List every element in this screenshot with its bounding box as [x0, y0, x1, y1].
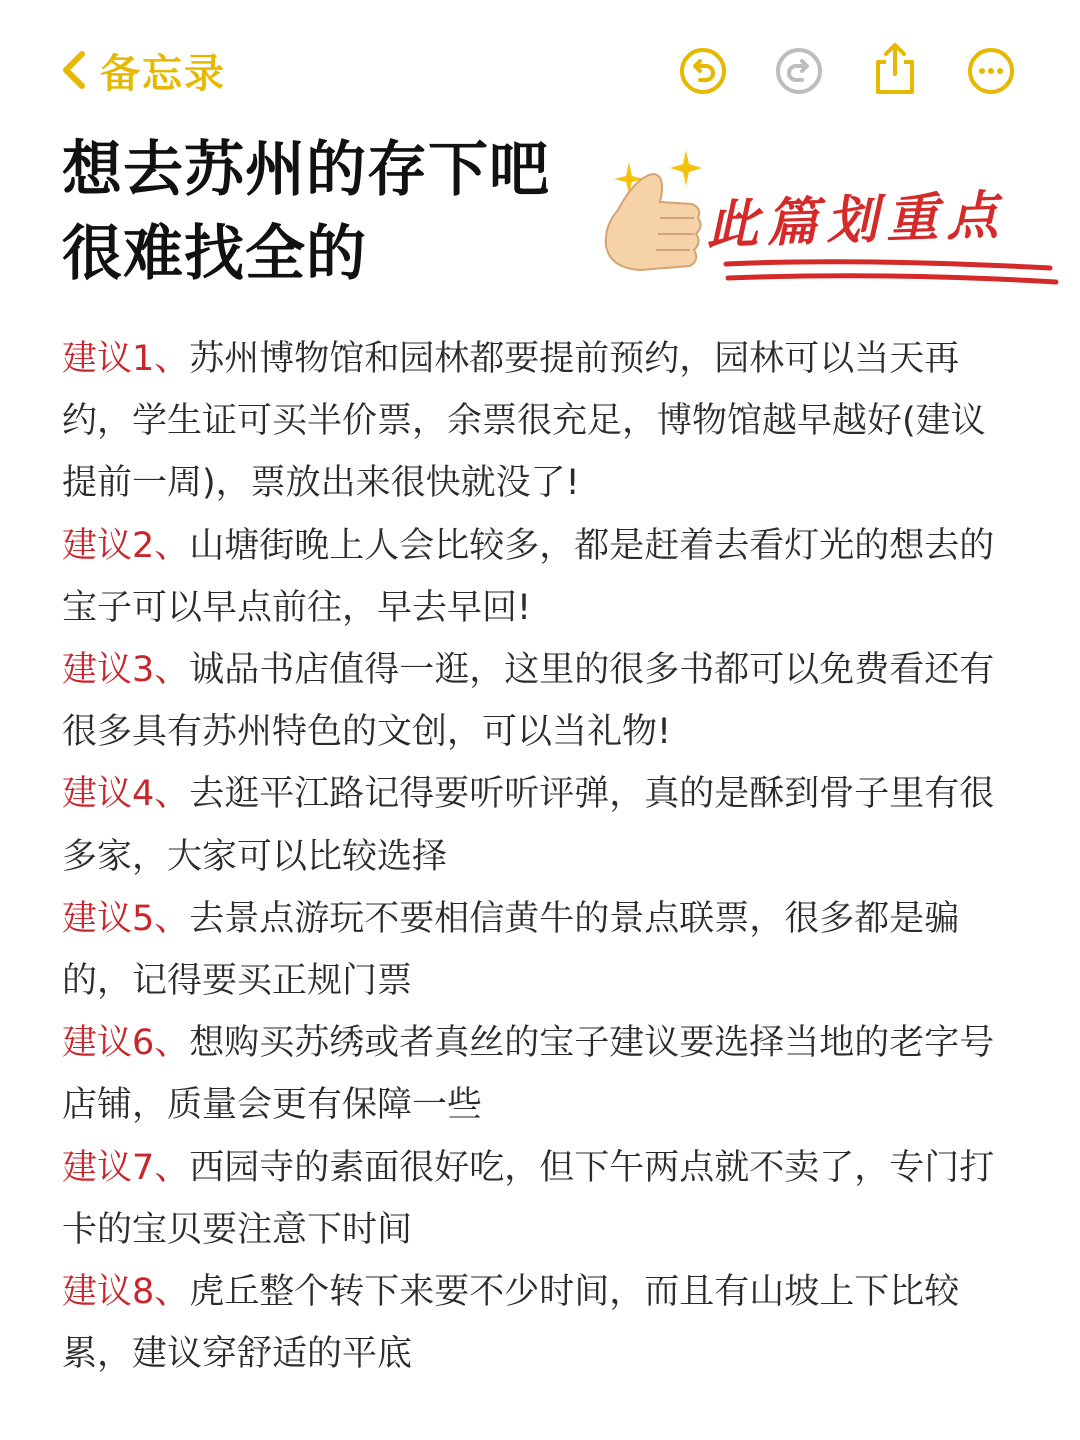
tip-label: 建议3、 [62, 650, 190, 691]
undo-icon [678, 46, 728, 96]
tip-label: 建议7、 [62, 1147, 190, 1188]
tip-label: 建议8、 [62, 1272, 190, 1313]
tip-text: 去景点游玩不要相信黄牛的景点联票，很多都是骗的，记得要买正规门票 [62, 898, 960, 1002]
tip-text: 想购买苏绣或者真丝的宝子建议要选择当地的老字号店铺，质量会更有保障一些 [62, 1023, 995, 1126]
tip-text: 西园寺的素面很好吃，但下午两点就不卖了，专门打卡的宝贝要注意下时间 [62, 1147, 995, 1250]
tip-text: 去逛平江路记得要听听评弹，真的是酥到骨子里有很多家，大家可以比较选择 [62, 774, 995, 877]
undo-button[interactable] [678, 46, 728, 96]
tip-item [62, 1137, 1002, 1261]
tip-text: 苏州博物馆和园林都要提前预约，园林可以当天再约，学生证可买半价票，余票很充足，博物馆越早越好(建议提前一周)，票放出来很快就没了! [62, 339, 986, 504]
tip-item [62, 515, 1002, 639]
tip-text: 诚品书店值得一逛，这里的很多书都可以免费看还有很多具有苏州特色的文创，可以当礼物! [62, 650, 995, 753]
tip-item [62, 1261, 1002, 1385]
more-button[interactable] [966, 46, 1016, 96]
more-icon [966, 46, 1016, 96]
top-toolbar [0, 0, 1080, 140]
tip-label: 建议1、 [62, 339, 190, 379]
redo-icon [774, 46, 824, 96]
tip-item [62, 1012, 1002, 1136]
note-body [62, 328, 1002, 1385]
note-title [62, 128, 550, 296]
back-label: 备忘录 [100, 50, 226, 97]
thumbs-up-icon [606, 174, 701, 270]
tip-label: 建议5、 [62, 898, 190, 939]
back-button[interactable] [58, 42, 226, 98]
title-line-2: 很难找全的 [62, 219, 367, 289]
tip-item [62, 639, 1002, 763]
chevron-left-icon [58, 48, 88, 92]
tip-item [62, 888, 1002, 1012]
highlight-text: 此篇划重点 [705, 184, 1008, 257]
tip-text: 山塘街晚上人会比较多，都是赶着去看灯光的想去的宝子可以早点前往，早去早回! [62, 525, 995, 628]
tip-label: 建议6、 [62, 1023, 190, 1064]
redo-button[interactable] [774, 46, 824, 96]
tip-item [62, 763, 1002, 887]
tip-item [62, 328, 1002, 515]
share-icon [870, 40, 920, 96]
tip-label: 建议2、 [62, 525, 190, 566]
tip-text: 虎丘整个转下来要不少时间，而且有山坡上下比较累，建议穿舒适的平底 [62, 1272, 960, 1375]
share-button[interactable] [870, 40, 920, 96]
tip-label: 建议4、 [62, 774, 190, 815]
title-line-1: 想去苏州的存下吧 [62, 135, 550, 205]
